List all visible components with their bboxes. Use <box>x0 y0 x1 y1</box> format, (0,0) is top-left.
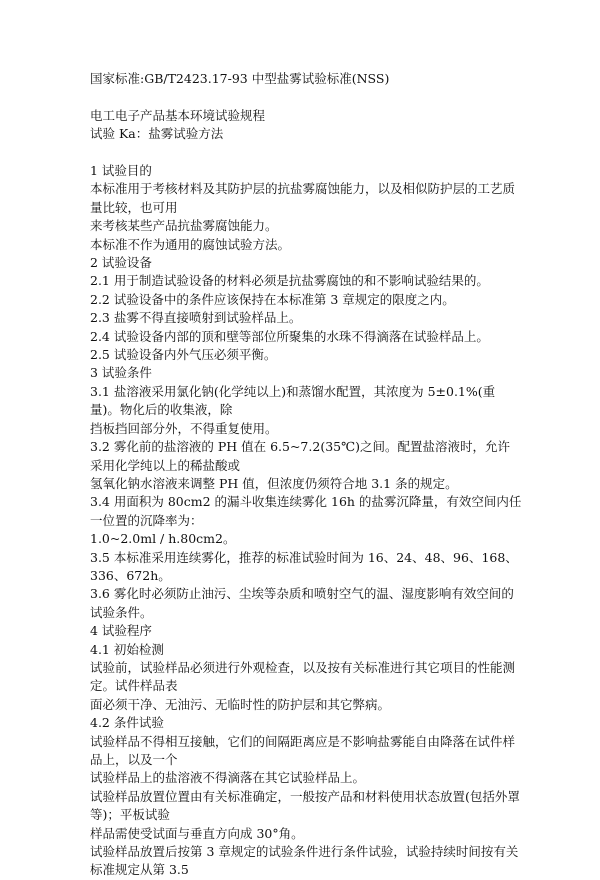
subsection-heading: 4.2 条件试验 <box>90 715 164 731</box>
document-page <box>90 70 522 880</box>
clause-line: 3.4 用面积为 80cm2 的漏斗收集连续雾化 16h 的盐雾沉降量，有效空间内任一位置的沉降率为： <box>90 494 522 528</box>
clause-line: 1.0~2.0ml / h.80cm2。 <box>90 531 236 547</box>
paragraph-line: 试验样品放置后按第 3 章规定的试验条件进行条件试验，试验持续时间按有关标准规定从第 3.5 <box>90 844 519 878</box>
section-heading: 3 试验条件 <box>90 365 152 381</box>
paragraph-line: 试验样品不得相互接触，它们的间隔距离应是不影响盐雾能自由降落在试件样品上，以及一个 <box>90 733 516 767</box>
subsection-heading: 4.1 初始检测 <box>90 641 164 657</box>
clause-line: 挡板挡回部分外，不得重复使用。 <box>90 420 278 436</box>
document-subtitle: 电工电子产品基本环境试验规程 <box>90 107 266 123</box>
section-heading: 4 试验程序 <box>90 623 152 639</box>
clause-line: 3.6 雾化时必须防止油污、尘埃等杂质和喷射空气的温、湿度影响有效空间的试验条件。 <box>90 586 514 620</box>
test-method-title: 试验 Ka：盐雾试验方法 <box>90 126 224 142</box>
paragraph-line: 本标准用于考核材料及其防护层的抗盐雾腐蚀能力，以及相似防护层的工艺质量比较，也可用 <box>90 181 516 215</box>
paragraph-line: 样品需使受试面与垂直方向成 30°角。 <box>90 825 304 841</box>
document-title: 国家标准:GB/T2423.17-93 中型盐雾试验标准(NSS) <box>90 71 390 86</box>
clause-line: 3.1 盐溶液采用氯化钠(化学纯以上)和蒸馏水配置，其浓度为 5±0.1%(重量)。物化后的收集液，除 <box>90 383 496 418</box>
clause-line: 2.5 试验设备内外气压必须平衡。 <box>90 347 277 363</box>
section-heading: 2 试验设备 <box>90 255 152 271</box>
clause-line: 2.3 盐雾不得直接喷射到试验样品上。 <box>90 310 302 326</box>
paragraph-line: 本标准不作为通用的腐蚀试验方法。 <box>90 236 291 252</box>
paragraph-line: 面必须干净、无油污、无临时性的防护层和其它弊病。 <box>90 696 391 712</box>
clause-line: 3.2 雾化前的盐溶液的 PH 值在 6.5~7.2(35℃)之间。配置盐溶液时，允许采用化学纯以上的稀盐酸或 <box>90 439 510 473</box>
clause-line: 3.5 本标准采用连续雾化，推荐的标准试验时间为 16、24、48、96、168、336、672h。 <box>90 549 518 583</box>
paragraph-line: 来考核某些产品抗盐雾腐蚀能力。 <box>90 218 278 234</box>
blank-line <box>90 144 522 162</box>
clause-line: 2.4 试验设备内部的顶和壁等部位所聚集的水珠不得滴落在试验样品上。 <box>90 328 489 344</box>
paragraph-line: 试验样品放置位置由有关标准确定，一般按产品和材料使用状态放置(包括外罩等)；平板试验 <box>90 788 520 823</box>
paragraph-line: 试验样品上的盐溶液不得滴落在其它试验样品上。 <box>90 770 366 786</box>
clause-line: 2.2 试验设备中的条件应该保持在本标准第 3 章规定的限度之内。 <box>90 291 455 307</box>
clause-line: 2.1 用于制造试验设备的材料必须是抗盐雾腐蚀的和不影响试验结果的。 <box>90 273 489 289</box>
blank-line <box>90 88 522 106</box>
clause-line: 氢氧化钠水溶液来调整 PH 值，但浓度仍须符合地 3.1 条的规定。 <box>90 475 458 491</box>
paragraph-line: 试验前，试验样品必须进行外观检查，以及按有关标准进行其它项目的性能测定。试件样品表 <box>90 659 516 694</box>
section-heading: 1 试验目的 <box>90 163 152 178</box>
